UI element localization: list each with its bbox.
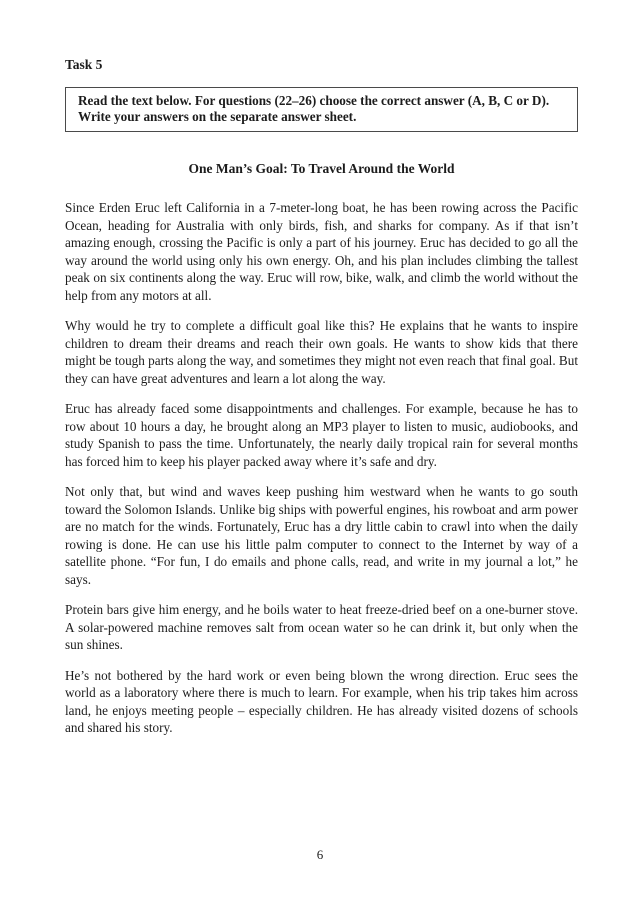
page-content: [65, 57, 578, 750]
paragraph-4: Not only that, but wind and waves keep pushing him westward when he wants to go south toward the Solomon Islands. Unlike big ships with powerful engines, his rowboat and arm power are no match for the winds. Fortunately, Eruc has a dry little cabin to crawl into when the daily rowing is done. He can use his little palm computer to connect to the Internet by way of a satellite phone. “For fun, I do emails and phone calls, read, and write in my journal a lot,” he says.: [65, 484, 578, 587]
paragraph-5: Protein bars give him energy, and he boils water to heat freeze-dried beef on a one-burner stove. A solar-powered machine removes salt from ocean water so he can drink it, but only when the sun shines.: [65, 602, 578, 652]
page-number: 6: [316, 847, 324, 862]
paragraph-1: Since Erden Eruc left California in a 7-meter-long boat, he has been rowing across the Pacific Ocean, heading for Australia with only birds, fish, and sharks for company. As if that isn’t amazing enough, crossing the Pacific is only a part of his journey. Eruc has decided to go all the way around the world using only his own energy. Oh, and his plan includes climbing the tallest peak on six continents along the way. Eruc will row, bike, walk, and climb the world without the help from any motors at all.: [65, 200, 578, 303]
task-heading: Task 5: [65, 57, 103, 72]
instruction-text: Read the text below. For questions (22–26) choose the correct answer (A, B, C or D). Write your answers on the separate answer sheet.: [78, 93, 550, 124]
paragraph-6: He’s not bothered by the hard work or even being blown the wrong direction. Eruc sees the world as a laboratory where there is much to learn. For example, when his trip takes him across land, he enjoys meeting people – especially children. He has already visited dozens of schools and shared his story.: [65, 667, 578, 735]
paragraph-3: Eruc has already faced some disappointments and challenges. For example, because he has to row about 10 hours a day, he brought along an MP3 player to listen to music, audiobooks, and study Spanish to pass the time. Unfortunately, the nearly daily tropical rain for several months has forced him to keep his player packed away where it’s safe and dry.: [65, 401, 578, 469]
paragraph-2: Why would he try to complete a difficult goal like this? He explains that he wants to inspire children to dream their dreams and reach their own goals. He wants to show kids that there might be tough parts along the way, and sometimes they might not even reach that final goal. But they can have great adventures and learn a lot along the way.: [65, 318, 578, 386]
instruction-box: [65, 87, 578, 132]
passage-title: One Man’s Goal: To Travel Around the World: [188, 161, 455, 176]
